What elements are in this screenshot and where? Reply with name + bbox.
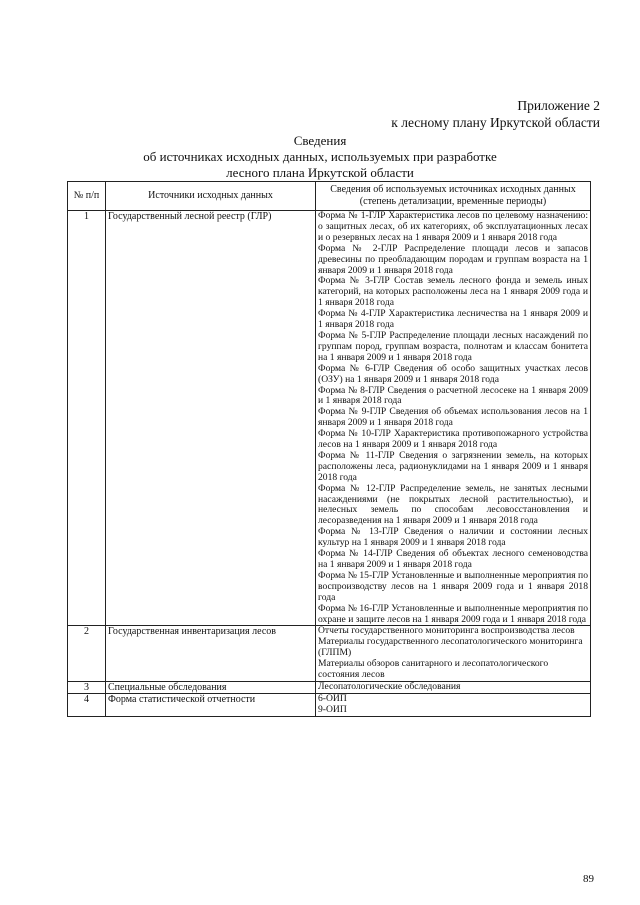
table-row <box>68 681 591 694</box>
appendix-line-1: Приложение 2 <box>517 98 600 113</box>
info-entry: Форма № 2-ГЛР Распределение площади лесов и запасов древесины по преобладающим породам и группам возраста на 1 января 2009 и 1 января 2018 года <box>318 242 588 276</box>
info-entry: Форма № 11-ГЛР Сведения о загрязнении земель, на которых расположены леса, радионуклидами на 1 января 2009 и 1 января 2018 года <box>318 449 588 483</box>
info-entry: Лесопатологические обследования <box>318 680 461 692</box>
appendix-line-2: к лесному плану Иркутской области <box>391 115 600 130</box>
table-row <box>68 211 591 626</box>
table-body <box>68 211 591 717</box>
title-line-2: об источниках исходных данных, используемых при разработке <box>143 149 497 164</box>
info-entry: Форма № 6-ГЛР Сведения об особо защитных участках лесов (ОЗУ) на 1 января 2009 и 1 января 2018 года <box>318 362 588 385</box>
info-entry: Отчеты государственного мониторинга воспроизводства лесов <box>318 625 575 637</box>
sources-table <box>67 181 591 717</box>
info-entry: Форма № 3-ГЛР Состав земель лесного фонда и земель иных категорий, на которых расположены леса на 1 января 2009 года и 1 января 2018 года <box>318 275 588 309</box>
info-entry: 6-ОИП <box>318 693 347 705</box>
row-info <box>316 694 591 717</box>
info-entry: Материалы обзоров санитарного и лесопатологического состояния лесов <box>318 658 549 681</box>
row-source: Специальные обследования <box>106 681 316 694</box>
info-entry: Форма № 9-ГЛР Сведения об объемах использования лесов на 1 января 2009 и 1 января 2018 года <box>318 406 588 429</box>
row-info <box>316 626 591 682</box>
table-row <box>68 626 591 682</box>
info-entry: Форма № 14-ГЛР Сведения об объектах лесного семеноводства на 1 января 2009 и 1 января 2018 года <box>318 548 588 570</box>
table-row <box>68 694 591 717</box>
page-number: 89 <box>583 873 594 885</box>
row-info <box>316 681 591 694</box>
row-source: Государственная инвентаризация лесов <box>106 626 316 682</box>
table-header-row <box>68 182 591 211</box>
info-entry: Форма № 10-ГЛР Характеристика противопожарного устройства лесов на 1 января 2009 и 1 января 2018 года <box>318 428 588 451</box>
info-entry: Форма № 12-ГЛР Распределение земель, не занятых лесными насаждениями (не покрытых лесной растительностью), и нелесных земель по способам лесовосстановления и лесоразведения на 1 января 2009 и 1 января 2018 года <box>318 482 588 527</box>
row-number: 3 <box>68 681 106 694</box>
info-entry: Форма № 8-ГЛР Сведения о расчетной лесосеке на 1 января 2009 и 1 января 2018 года <box>318 384 588 407</box>
info-entry: 9-ОИП <box>318 704 347 716</box>
info-entry: Форма № 13-ГЛР Сведения о наличии и состоянии лесных культур на 1 января 2009 и 1 января 2018 года <box>318 526 588 549</box>
header-info: Сведения об используемых источниках исходных данных (степень детализации, временные периоды) <box>316 182 591 211</box>
info-entry: Форма № 5-ГЛР Распределение площади лесных насаждений по группам пород, группам возраста, полнотам и классам бонитета на 1 января 2009 и 1 января 2018 года <box>318 329 588 363</box>
appendix-header <box>391 97 600 131</box>
row-number: 4 <box>68 694 106 717</box>
header-num: № п/п <box>68 182 106 211</box>
row-source: Форма статистической отчетности <box>106 694 316 717</box>
row-info <box>316 211 591 626</box>
row-source: Государственный лесной реестр (ГЛР) <box>106 211 316 626</box>
info-entry: Форма № 16-ГЛР Установленные и выполненные мероприятия по охране и защите лесов на 1 января 2009 года и 1 января 2018 года <box>318 602 588 625</box>
document-title <box>0 133 640 181</box>
row-number: 1 <box>68 211 106 626</box>
row-number: 2 <box>68 626 106 682</box>
info-entry: Форма № 15-ГЛР Установленные и выполненные мероприятия по воспроизводству лесов на 1 января 2009 года и 1 января 2018 года <box>318 569 588 603</box>
info-entry: Форма № 1-ГЛР Характеристика лесов по целевому назначению: о защитных лесах, об их категориях, об эксплуатационных лесах и о резервных лесах на 1 января 2009 и 1 января 2018 года <box>318 210 588 243</box>
title-line-1: Сведения <box>293 133 347 148</box>
info-entry: Форма № 4-ГЛР Характеристика лесничества на 1 января 2009 и 1 января 2018 года <box>318 308 588 331</box>
info-entry: Материалы государственного лесопатологического мониторинга (ГЛПМ) <box>318 636 583 659</box>
header-source: Источники исходных данных <box>106 182 316 211</box>
title-line-3: лесного плана Иркутской области <box>226 165 414 180</box>
